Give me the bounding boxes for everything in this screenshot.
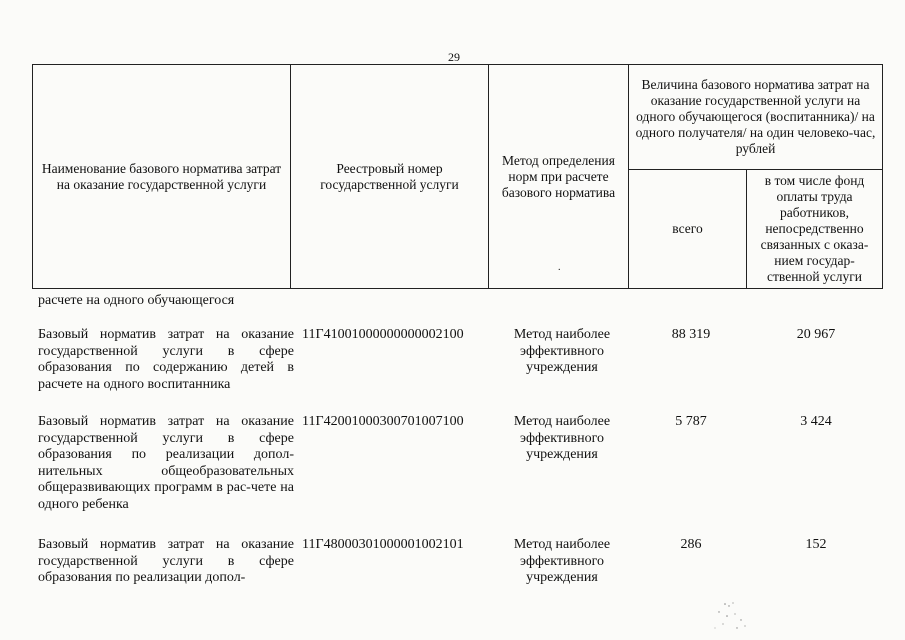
row-name: Базовый норматив затрат на оказание государственной услуги в сфере образования по реализации допол-нительных общеобразовательных общеразвивающих программ в рас-чете на одного ребенка bbox=[38, 414, 294, 512]
header-value-group: Величина базового норматива затрат на оказание государственной услуги на одного обучающегося (воспитанника)/ на одного получателя/ на один человеко-час, рублей bbox=[629, 65, 883, 170]
scan-artifact bbox=[705, 598, 755, 634]
header-registry-column: Реестровый номер государственной услуги bbox=[291, 65, 489, 289]
row-name: Базовый норматив затрат на оказание государственной услуги в сфере образования по реализации допол- bbox=[38, 537, 294, 585]
row-method: Метод наиболее эффективного учреждения bbox=[513, 414, 611, 462]
page-number: 29 bbox=[448, 50, 460, 64]
row-registry: 11Г42001000300701007100 bbox=[302, 414, 464, 429]
header-method-column: Метод определения норм при расчете базового норматива bbox=[489, 65, 629, 289]
row-wages: 20 967 bbox=[796, 327, 836, 342]
header-total-column: всего bbox=[629, 170, 747, 289]
row-total: 5 787 bbox=[675, 414, 707, 429]
row-wages: 3 424 bbox=[800, 414, 832, 429]
row-registry: 11Г41001000000000002100 bbox=[302, 327, 464, 342]
row-total: 88 319 bbox=[671, 327, 711, 342]
header-name-column: Наименование базового норматива затрат на оказание государственной услуги bbox=[33, 65, 291, 289]
row-method: Метод наиболее эффективного учреждения bbox=[513, 327, 611, 375]
carry-over-text: расчете на одного обучающегося bbox=[38, 293, 235, 308]
header-wages-column: в том числе фонд оплаты труда работников, непосредственно связанных с оказа-нием государ-ственной услуги bbox=[747, 170, 883, 289]
row-name: Базовый норматив затрат на оказание государственной услуги в сфере образования по содержанию детей в расчете на одного воспитанника bbox=[38, 327, 294, 392]
row-registry: 11Г48000301000001002101 bbox=[302, 537, 464, 552]
table-header bbox=[32, 64, 883, 289]
row-method: Метод наиболее эффективного учреждения bbox=[513, 537, 611, 585]
scan-speck: . bbox=[558, 262, 561, 273]
row-total: 286 bbox=[680, 537, 702, 552]
row-wages: 152 bbox=[805, 537, 827, 552]
